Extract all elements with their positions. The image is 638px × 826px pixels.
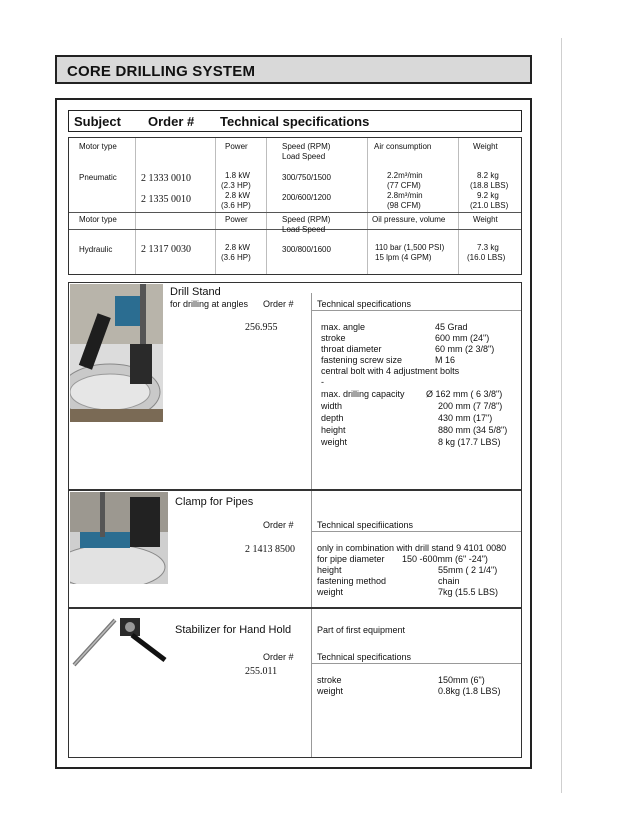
spec-value: 430 mm (17") — [438, 413, 493, 423]
spec-label: width — [321, 401, 343, 411]
spec-label: height — [317, 565, 342, 575]
motor-type-pneumatic: Pneumatic — [79, 173, 117, 182]
drill-stand-section — [68, 282, 522, 490]
weight-value: 9.2 kg — [477, 191, 499, 200]
tech-spec-label: Technical specifications — [317, 299, 412, 309]
air-value: (98 CFM) — [387, 201, 421, 210]
spec-value: chain — [438, 576, 460, 586]
spec-value: 60 mm (2 3/8") — [435, 344, 495, 354]
tech-spec-label: Technical specifications — [317, 652, 412, 662]
spec-value: 0.8kg (1.8 LBS) — [438, 686, 501, 696]
section-title: Drill Stand — [170, 286, 221, 298]
speed-value: 300/750/1500 — [282, 173, 331, 182]
drill-stand-photo — [70, 284, 163, 422]
power-value: 1.8 kW — [225, 171, 250, 180]
order-label: Order # — [263, 652, 294, 662]
header-subject: Subject — [74, 114, 121, 129]
stabilizer-photo — [70, 610, 170, 672]
spec-value: 600 mm (24") — [435, 333, 490, 343]
weight-value: 8.2 kg — [477, 171, 499, 180]
order-label: Order # — [263, 520, 294, 530]
spec-label: max. angle — [321, 322, 366, 332]
section-title: Clamp for Pipes — [175, 496, 254, 508]
weight-value: 7.3 kg — [477, 243, 499, 252]
spec-value: 150 -600mm (6" -24") — [402, 554, 488, 564]
spec-label: max. drilling capacity — [321, 389, 405, 399]
weight-value: (16.0 LBS) — [467, 253, 506, 262]
clamp-photo — [70, 492, 168, 584]
spec-label: stroke — [321, 333, 346, 343]
col-air: Air consumption — [374, 142, 432, 151]
motor-type-hydraulic: Hydraulic — [79, 245, 113, 254]
air-value: 2.8m³/min — [387, 191, 423, 200]
spec-label: weight — [321, 437, 348, 447]
spec-label: fastening screw size — [321, 355, 403, 365]
header-order: Order # — [148, 114, 195, 129]
spec-value: 150mm (6") — [438, 675, 485, 685]
order-number: 255.011 — [245, 666, 278, 677]
spec-value: 880 mm (34 5/8") — [438, 425, 508, 435]
spec-label: depth — [321, 413, 344, 423]
spec-note: only in combination with drill stand 9 4101 0080 — [317, 543, 507, 553]
oil-value: 15 lpm (4 GPM) — [375, 253, 432, 262]
section-title: Stabilizer for Hand Hold — [175, 624, 292, 636]
order-label: Order # — [263, 299, 294, 309]
speed-value: 200/600/1200 — [282, 193, 331, 202]
col-speed: Speed (RPM) — [282, 215, 331, 224]
weight-value: (18.8 LBS) — [470, 181, 509, 190]
col-motor: Motor type — [79, 142, 117, 151]
order-number: 2 1333 0010 — [141, 173, 191, 184]
power-value: (3.6 HP) — [221, 253, 251, 262]
power-value: (3.6 HP) — [221, 201, 251, 210]
spec-value: 45 Grad — [435, 322, 468, 332]
header-tech: Technical specifications — [220, 114, 370, 129]
spec-value: 8 kg (17.7 LBS) — [438, 437, 501, 447]
spec-dash: - — [321, 377, 324, 387]
spec-value: 7kg (15.5 LBS) — [438, 587, 499, 597]
spec-value: 55mm ( 2 1/4") — [438, 565, 498, 575]
order-number: 2 1317 0030 — [141, 244, 191, 255]
spec-value: M 16 — [435, 355, 456, 365]
col-power: Power — [225, 215, 248, 224]
oil-value: 110 bar (1,500 PSI) — [375, 243, 445, 252]
title-bar — [55, 55, 532, 84]
col-weight: Weight — [473, 142, 498, 151]
column-header-row — [68, 110, 522, 132]
motor-spec-table — [68, 137, 522, 275]
col-motor: Motor type — [79, 215, 117, 224]
spec-label: throat diameter — [321, 344, 382, 354]
order-number: 2 1413 8500 — [245, 544, 295, 555]
spec-label: weight — [317, 587, 344, 597]
spec-label: weight — [317, 686, 344, 696]
col-load-speed: Load Speed — [282, 225, 326, 234]
spec-value: Ø 162 mm ( 6 3/8") — [426, 389, 503, 399]
power-value: 2.8 kW — [225, 243, 250, 252]
section-subtitle: for drilling at angles — [170, 299, 249, 309]
stabilizer-section — [68, 608, 522, 758]
col-power: Power — [225, 142, 248, 151]
spec-label: height — [321, 425, 346, 435]
order-number: 2 1335 0010 — [141, 194, 191, 205]
order-number: 256.955 — [245, 322, 278, 333]
spec-label: stroke — [317, 675, 342, 685]
spec-value: 200 mm (7 7/8") — [438, 401, 503, 411]
air-value: 2.2m³/min — [387, 171, 423, 180]
spec-note: central bolt with 4 adjustment bolts — [321, 366, 460, 376]
col-weight: Weight — [473, 215, 498, 224]
col-speed: Speed (RPM) — [282, 142, 331, 151]
tech-spec-label: Technical specifiications — [317, 520, 414, 530]
air-value: (77 CFM) — [387, 181, 421, 190]
part-note: Part of first equipment — [317, 625, 406, 635]
power-value: (2.3 HP) — [221, 181, 251, 190]
weight-value: (21.0 LBS) — [470, 201, 509, 210]
page-edge-rule — [561, 38, 562, 793]
clamp-section — [68, 490, 522, 608]
speed-value: 300/800/1600 — [282, 245, 331, 254]
power-value: 2.8 kW — [225, 191, 250, 200]
spec-label: fastening method — [317, 576, 387, 586]
page-title: CORE DRILLING SYSTEM — [67, 63, 256, 80]
col-oil: Oil pressure, volume — [372, 215, 446, 224]
spec-label: for pipe diameter — [317, 554, 385, 564]
col-load-speed: Load Speed — [282, 152, 326, 161]
